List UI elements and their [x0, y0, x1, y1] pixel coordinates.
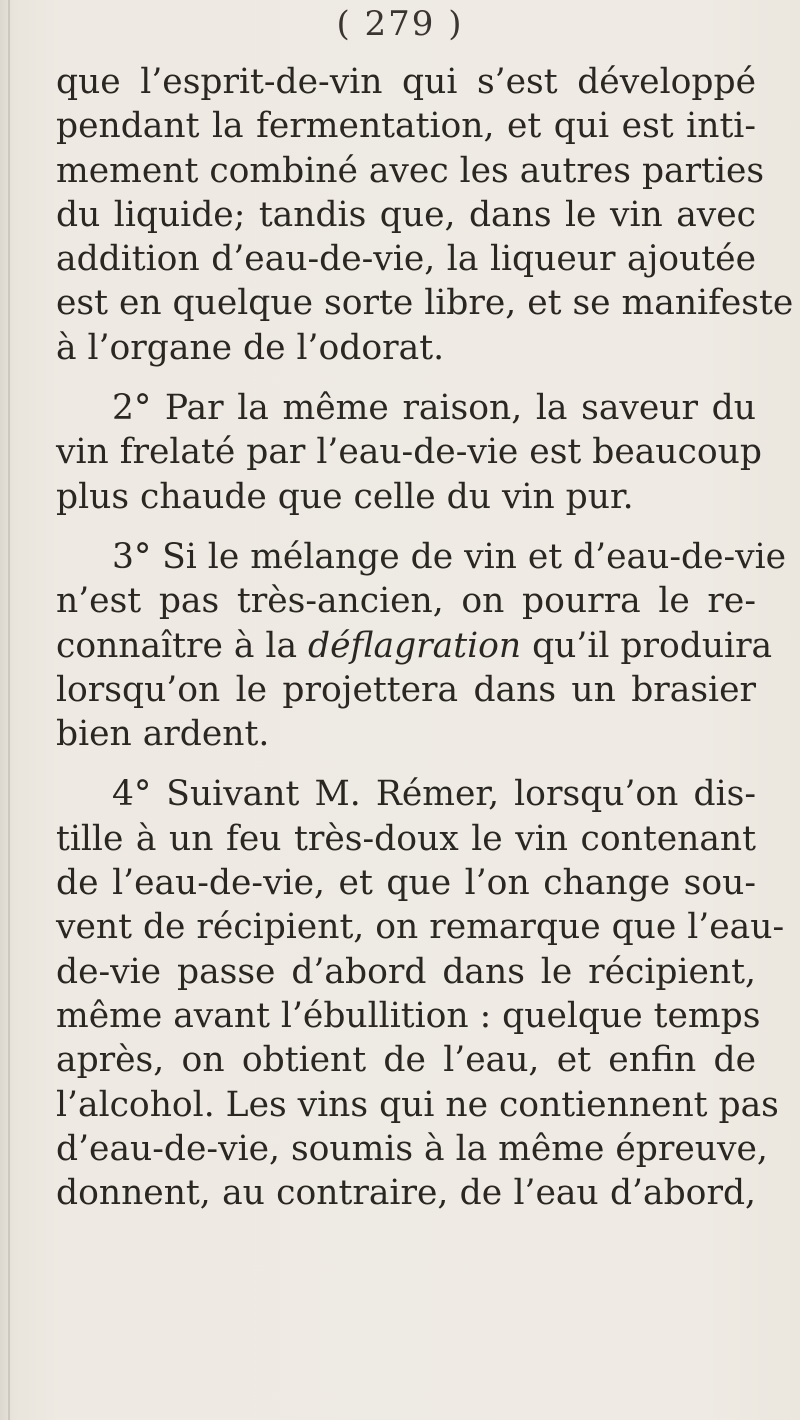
- text-line: tille à un feu très-doux le vin contenant: [56, 818, 756, 859]
- text-line: du liquide; tandis que, dans le vin avec: [56, 194, 756, 235]
- text-line: n’est pas très-ancien, on pourra le re-: [56, 581, 756, 622]
- text-line: de-vie passe d’abord dans le récipient,: [56, 951, 756, 992]
- text-line: d’eau-de-vie, soumis à la même épreuve,: [56, 1128, 768, 1169]
- paragraph-3: [56, 535, 787, 756]
- paragraph-1: [56, 60, 794, 370]
- text-line: plus chaude que celle du vin pur.: [56, 476, 634, 517]
- paragraph-gap: [56, 370, 756, 386]
- text-line: 4° Suivant M. Rémer, lorsqu’on dis-: [112, 774, 756, 815]
- text-line: l’alcohol. Les vins qui ne contiennent pas: [56, 1084, 779, 1125]
- paragraph-2: [56, 386, 762, 519]
- text-line: 3° Si le mélange de vin et d’eau-de-vie: [112, 536, 787, 577]
- text-run: qu’il produira: [521, 625, 773, 666]
- text-line: à l’organe de l’odorat.: [56, 327, 445, 368]
- text-line: [56, 624, 773, 668]
- text-line: mement combiné avec les autres parties: [56, 150, 765, 191]
- text-line: est en quelque sorte libre, et se manifeste: [56, 283, 794, 324]
- text-line: 2° Par la même raison, la saveur du: [112, 388, 756, 429]
- text-line: que l’esprit-de-vin qui s’est développé: [56, 62, 756, 102]
- paragraph-gap: [56, 519, 756, 535]
- text-line: vin frelaté par l’eau-de-vie est beaucoup: [56, 432, 762, 473]
- italic-term: déflagration: [307, 625, 522, 666]
- page-gutter-edge: [8, 0, 10, 1420]
- text-line: après, on obtient de l’eau, et enfin de: [56, 1040, 756, 1081]
- text-line: de l’eau-de-vie, et que l’on change sou-: [56, 863, 756, 904]
- text-line: bien ardent.: [56, 714, 270, 755]
- text-line: lorsqu’on le projettera dans un brasier: [56, 669, 756, 710]
- text-line: pendant la fermentation, et qui est inti-: [56, 106, 756, 147]
- body-text: [56, 60, 794, 1215]
- paragraph-gap: [56, 756, 756, 772]
- text-line: donnent, au contraire, de l’eau d’abord,: [56, 1173, 756, 1214]
- paragraph-4: [56, 772, 785, 1215]
- text-line: addition d’eau-de-vie, la liqueur ajoutée: [56, 239, 756, 280]
- page-number: ( 279 ): [336, 4, 464, 44]
- text-run: connaître à la: [56, 625, 308, 666]
- text-line: même avant l’ébullition : quelque temps: [56, 995, 761, 1036]
- text-line: vent de récipient, on remarque que l’eau-: [56, 907, 785, 948]
